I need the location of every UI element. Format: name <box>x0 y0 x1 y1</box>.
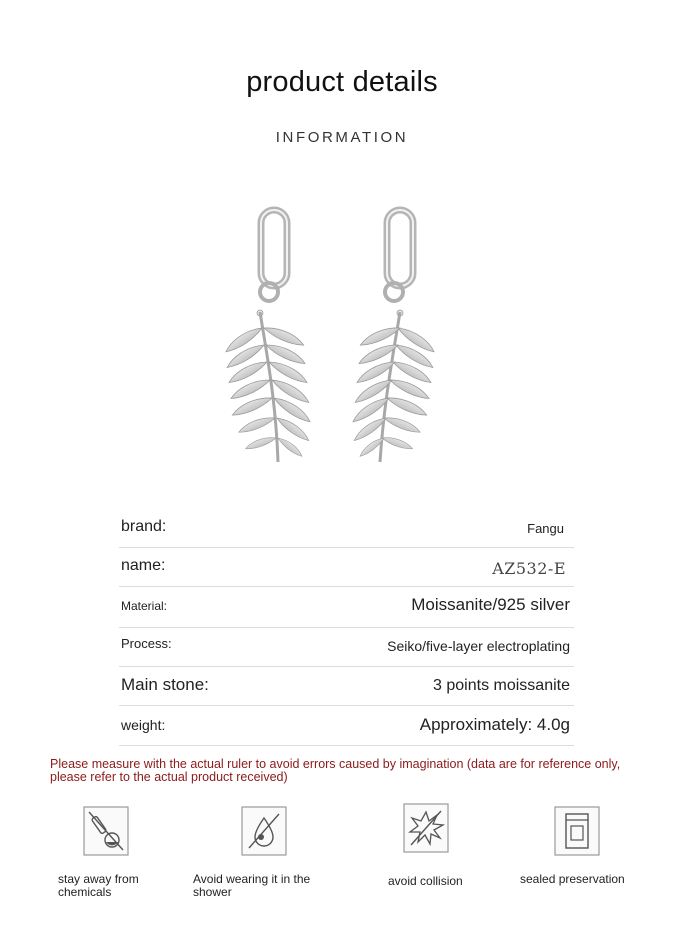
spec-row-material <box>119 587 574 628</box>
spec-label: brand: <box>121 518 167 535</box>
spec-table <box>119 508 574 746</box>
spec-value: 3 points moissanite <box>433 677 570 694</box>
care-item-chemicals <box>31 806 181 856</box>
spec-label: Main stone: <box>121 675 209 694</box>
care-label: stay away from chemicals <box>58 872 139 899</box>
page-title: product details <box>246 66 438 98</box>
spec-label: weight: <box>121 717 166 733</box>
care-label: avoid collision <box>388 874 463 888</box>
spec-row-name <box>119 548 574 587</box>
care-label: sealed preservation <box>520 872 625 886</box>
spec-value: Moissanite/925 silver <box>411 595 570 614</box>
spec-value: Approximately: 4.0g <box>419 715 570 734</box>
spec-row-brand <box>119 508 574 548</box>
spec-row-weight <box>119 706 574 746</box>
care-label: Avoid wearing it in the shower <box>193 872 311 899</box>
spec-value: Seiko/five-layer electroplating <box>387 638 570 654</box>
spec-label: Material: <box>121 599 168 613</box>
avoid-collision-icon <box>403 803 449 853</box>
spec-row-main-stone <box>119 667 574 706</box>
spec-label: name: <box>121 557 166 574</box>
spec-value: Fangu <box>527 521 564 536</box>
earrings-image <box>200 200 500 470</box>
sealed-bag-icon <box>554 806 600 856</box>
disclaimer-text: Please measure with the actual ruler to avoid errors caused by imagination (data are for reference only, please refer to the actual product received) <box>50 757 621 784</box>
left-earring <box>222 210 314 462</box>
spec-row-process <box>119 628 574 667</box>
spec-label: Process: <box>121 636 172 651</box>
no-shower-icon <box>241 806 287 856</box>
care-item-sealed <box>502 806 652 856</box>
care-item-collision <box>351 803 501 853</box>
no-chemicals-icon <box>83 806 129 856</box>
spec-value: AZ532-E <box>492 559 566 578</box>
right-earring <box>349 210 438 462</box>
care-item-shower <box>189 806 339 856</box>
section-subtitle: INFORMATION <box>275 129 409 146</box>
